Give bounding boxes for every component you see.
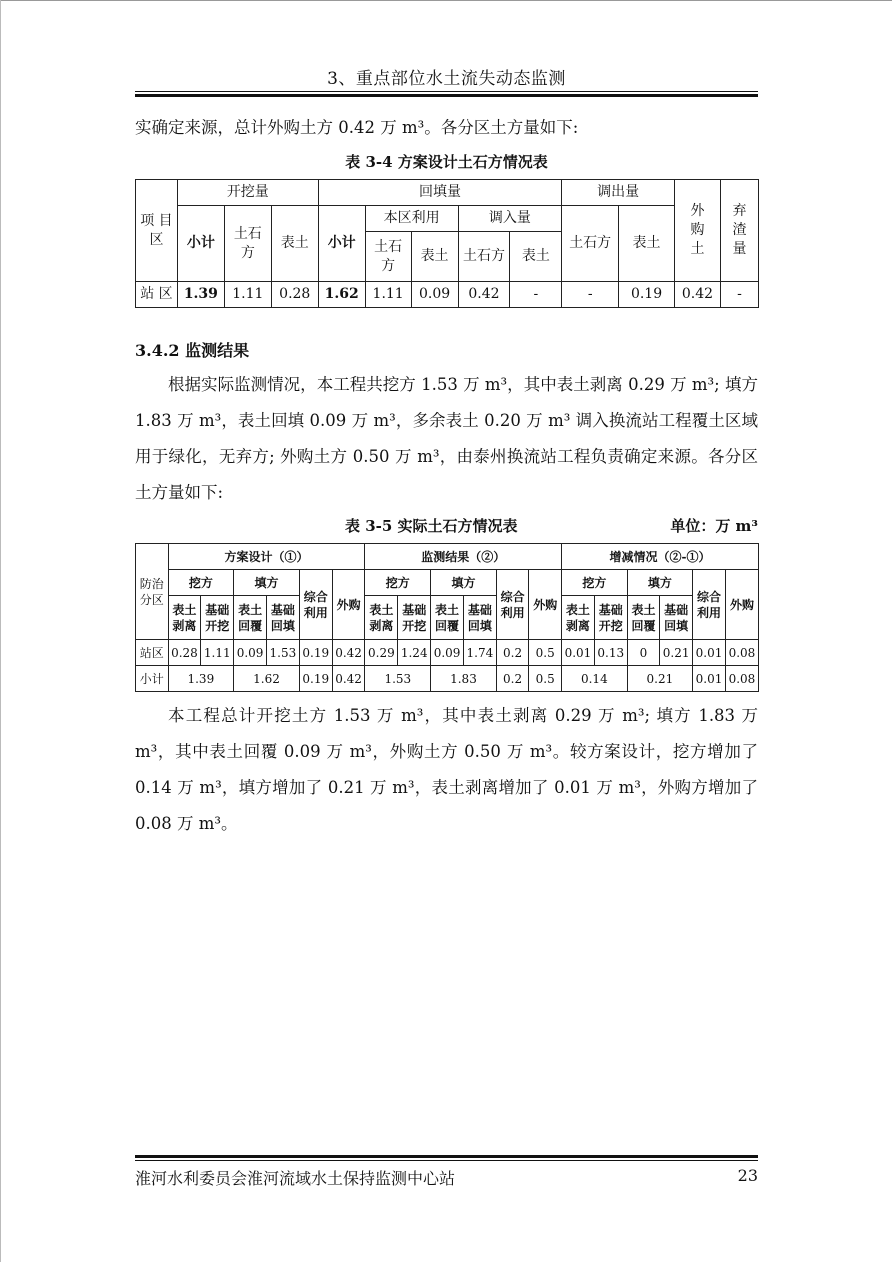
- table-cell: 0.5: [529, 640, 562, 666]
- header-rule-thick: [135, 94, 758, 97]
- col-header-change-reuse: 综合利用: [693, 570, 726, 640]
- col-header-excav-subtotal: 小计: [177, 206, 224, 282]
- table-cell: 0.09: [234, 640, 267, 666]
- table-3-5-caption: 表 3-5 实际土石方情况表: [345, 517, 518, 535]
- table-cell: 0.19: [299, 640, 332, 666]
- col-header-strip: 表土剥离: [562, 596, 595, 640]
- section-heading: 3.4.2 监测结果: [135, 341, 250, 360]
- table-cell: 1.11: [224, 282, 271, 308]
- col-header-in-topsoil: 表土: [510, 232, 562, 282]
- page-number: 23: [737, 1166, 758, 1185]
- table-cell: 0.01: [562, 640, 595, 666]
- table-cell: 0.13: [594, 640, 627, 666]
- page-edge-left: [0, 0, 1, 1262]
- table-cell: 0.42: [332, 666, 365, 692]
- table-cell: 1.74: [463, 640, 496, 666]
- table-cell: 1.62: [318, 282, 365, 308]
- col-header-excav-earthrock: 土石方: [224, 206, 271, 282]
- col-header-cover: 表土回覆: [234, 596, 267, 640]
- footer-rule-thick: [135, 1155, 758, 1158]
- table-cell: 0.21: [660, 640, 693, 666]
- table-cell: 1.53: [365, 666, 431, 692]
- table-3-4: [135, 179, 759, 308]
- table-cell: 0.08: [725, 666, 758, 692]
- col-header-out-topsoil: 表土: [619, 206, 675, 282]
- col-header-change-purchase: 外购: [725, 570, 758, 640]
- table-cell: 0.29: [365, 640, 398, 666]
- col-header-cover: 表土回覆: [627, 596, 660, 640]
- running-header: 3、重点部位水土流失动态监测: [327, 69, 566, 89]
- header-rule-thin: [135, 91, 758, 92]
- page-edge-top: [0, 0, 892, 1]
- table-cell: -: [562, 282, 619, 308]
- table-cell: 1.53: [267, 640, 300, 666]
- table-3-5: [135, 543, 759, 692]
- col-header-base-fill: 基础回填: [267, 596, 300, 640]
- col-header-monitor: 监测结果（②）: [365, 544, 562, 570]
- footer-rule-thin: [135, 1160, 758, 1161]
- col-header-base-dig: 基础开挖: [398, 596, 431, 640]
- col-header-in-earthrock: 土石方: [458, 232, 510, 282]
- col-header-local-earthrock: 土石方: [365, 232, 411, 282]
- table-cell: 1.83: [431, 666, 497, 692]
- footer-organization: 淮河水利委员会淮河流域水土保持监测中心站: [135, 1169, 456, 1188]
- table-cell: 1.39: [177, 282, 224, 308]
- col-header-design-dig: 挖方: [168, 570, 234, 596]
- col-header-base-dig: 基础开挖: [594, 596, 627, 640]
- col-header-waste: 弃渣量: [720, 180, 758, 282]
- table-3-4-caption: 表 3-4 方案设计土石方情况表: [345, 153, 548, 171]
- table-cell: 0.09: [431, 640, 464, 666]
- col-header-monitor-fill: 填方: [431, 570, 497, 596]
- col-header-monitor-purchase: 外购: [529, 570, 562, 640]
- col-header-base-dig: 基础开挖: [201, 596, 234, 640]
- col-header-base-fill: 基础回填: [660, 596, 693, 640]
- row-label: 站 区: [136, 282, 178, 308]
- table-cell: 0.19: [619, 282, 675, 308]
- col-header-backfill-subtotal: 小计: [318, 206, 365, 282]
- row-label: 小计: [136, 666, 169, 692]
- table-cell: 1.11: [201, 640, 234, 666]
- table-cell: 1.39: [168, 666, 234, 692]
- table-cell: 0.5: [529, 666, 562, 692]
- intro-paragraph: 实确定来源，总计外购土方 0.42 万 m³。各分区土方量如下:: [135, 118, 579, 137]
- col-header-change-fill: 填方: [627, 570, 692, 596]
- monitoring-paragraph: 根据实际监测情况，本工程共挖方 1.53 万 m³，其中表土剥离 0.29 万 m³; 填方 1.83 万 m³，表土回填 0.09 万 m³，多余表土 0.20 万 m³ 调入换流站工程覆土区域用于绿化，无弃方; 外购土方 0.50 万 m³，由泰州换流站工程负责确定来源。各分区土方量如下:: [135, 375, 758, 502]
- table-cell: 0.14: [562, 666, 628, 692]
- table-cell: 0.2: [496, 666, 529, 692]
- table-row: [136, 282, 759, 308]
- col-header-excav-topsoil: 表土: [271, 206, 318, 282]
- table-cell: 1.11: [365, 282, 411, 308]
- table-3-5-unit: 单位：万 m³: [670, 517, 758, 535]
- col-header-design: 方案设计（①）: [168, 544, 365, 570]
- table-cell: 1.62: [234, 666, 300, 692]
- table-cell: 0.42: [458, 282, 510, 308]
- table-cell: 0.2: [496, 640, 529, 666]
- col-header-local-topsoil: 表土: [411, 232, 458, 282]
- col-header-transfer-in: 调入量: [458, 206, 562, 232]
- col-header-transfer-out: 调出量: [562, 180, 675, 206]
- table-cell: 0.28: [168, 640, 201, 666]
- col-header-backfill: 回填量: [318, 180, 562, 206]
- col-header-purchase: 外购土: [674, 180, 720, 282]
- table-cell: 1.24: [398, 640, 431, 666]
- table-row: [136, 666, 759, 692]
- table-cell: 0.28: [271, 282, 318, 308]
- col-header-design-purchase: 外购: [332, 570, 365, 640]
- col-header-change: 增减情况（②-①）: [562, 544, 759, 570]
- col-header-design-reuse: 综合利用: [299, 570, 332, 640]
- col-header-excavation: 开挖量: [177, 180, 318, 206]
- col-header-cover: 表土回覆: [431, 596, 464, 640]
- table-cell: 0.09: [411, 282, 458, 308]
- table-row: [136, 640, 759, 666]
- col-header-base-fill: 基础回填: [463, 596, 496, 640]
- table-cell: -: [720, 282, 758, 308]
- col-header-monitor-dig: 挖方: [365, 570, 431, 596]
- table-cell: 0: [627, 640, 660, 666]
- col-header-design-fill: 填方: [234, 570, 300, 596]
- table-cell: 0.08: [725, 640, 758, 666]
- summary-paragraph: 本工程总计开挖土方 1.53 万 m³，其中表土剥离 0.29 万 m³; 填方 1.83 万 m³，其中表土回覆 0.09 万 m³，外购土方 0.50 万 m³。较方案设计，挖方增加了 0.14 万 m³，填方增加了 0.21 万 m³，表土剥离增加了 0.01 万 m³，外购方增加了 0.08 万 m³。: [135, 706, 758, 833]
- col-header-strip: 表土剥离: [168, 596, 201, 640]
- table-cell: -: [510, 282, 562, 308]
- col-header-out-earthrock: 土石方: [562, 206, 619, 282]
- col-header-zone: 防治分区: [136, 544, 169, 640]
- col-header-change-dig: 挖方: [562, 570, 628, 596]
- col-header-strip: 表土剥离: [365, 596, 398, 640]
- table-cell: 0.19: [299, 666, 332, 692]
- col-header-local-use: 本区利用: [365, 206, 458, 232]
- row-label: 站区: [136, 640, 169, 666]
- table-cell: 0.42: [674, 282, 720, 308]
- table-cell: 0.01: [693, 640, 726, 666]
- col-header-monitor-reuse: 综合利用: [496, 570, 529, 640]
- col-header-item-zone: 项 目 区: [136, 180, 178, 282]
- table-cell: 0.21: [627, 666, 692, 692]
- table-cell: 0.01: [693, 666, 726, 692]
- table-cell: 0.42: [332, 640, 365, 666]
